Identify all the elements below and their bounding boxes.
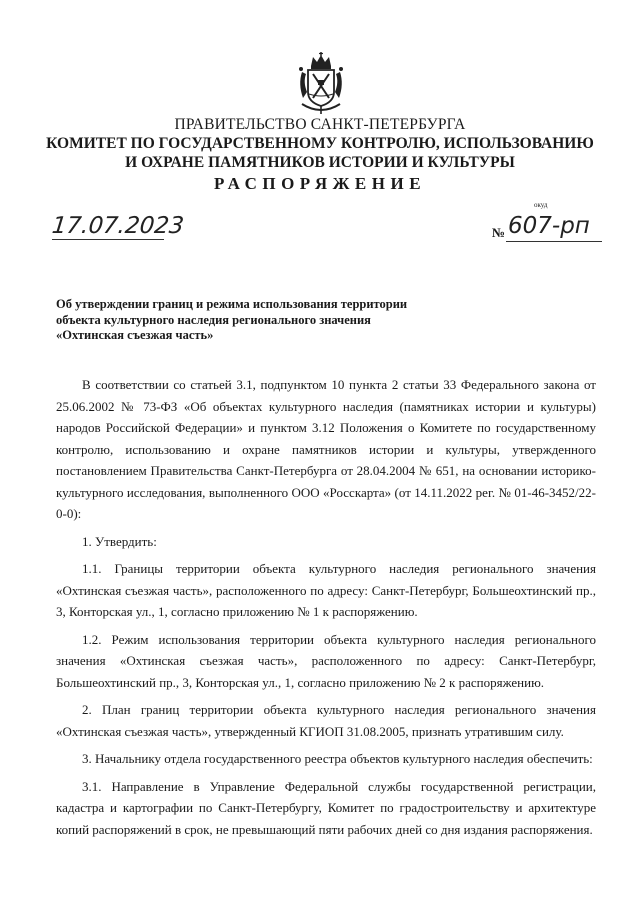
- coat-of-arms-icon: [294, 52, 348, 118]
- document-type: РАСПОРЯЖЕНИЕ: [213, 174, 427, 193]
- paragraph-1-1: 1.1. Границы территории объекта культурного наследия регионального значения «Охтинская съезжая часть», расположенного по адресу: Санкт-Петербург, Большеохтинский пр., 3, Конторская ул., 1, согласно приложению № 1 к распоряжению.: [56, 561, 596, 619]
- document-number: 607-рп: [508, 213, 590, 239]
- paragraph-2: 2. План границ территории объекта культурного наследия регионального значения «Охтинская съезжая часть», утвержденный КГИОП 31.08.2005, признать утратившим силу.: [56, 702, 596, 739]
- committee-title: [0, 134, 640, 172]
- subject-line2: объекта культурного наследия регионального значения: [56, 312, 371, 327]
- document-subject: [56, 297, 536, 344]
- paragraph-1-2: 1.2. Режим использования территории объекта культурного наследия регионального значения «Охтинская съезжая часть», расположенного по адресу: Санкт-Петербург, Большеохтинский пр., 3, Конторская ул., 1, согласно приложению № 2 к распоряжению.: [56, 631, 596, 690]
- paragraph-3-1: 3.1. Направление в Управление Федеральной службы государственной регистрации, кадастра и картографии по Санкт-Петербургу, Комитет по градостроительству и архитектуре копий распоряжений в срок, не превышающий пяти рабочих дней со дня издания распоряжения.: [56, 778, 596, 837]
- okud-label: окуд: [534, 201, 548, 209]
- document-date: 17.07.2023: [50, 213, 186, 239]
- date-underline: [52, 239, 164, 240]
- number-label: №: [492, 225, 506, 240]
- government-title: ПРАВИТЕЛЬСТВО САНКТ-ПЕТЕРБУРГА: [174, 116, 466, 133]
- paragraph-preamble: В соответствии со статьей 3.1, подпунктом 10 пункта 2 статьи 33 Федерального закона от 25.06.2002 № 73-ФЗ «Об объектах культурного наследия (памятниках истории и культуры) народов Российской Федерации» и пунктом 3.12 Положения о Комитете по государственному контролю, использованию и охране памятников истории и культуры, утвержденного постановлением Правительства Санкт-Петербурга от 28.04.2004 № 651, на основании историко-культурного исследования, выполненного ООО «Росскарта» (от 14.11.2022 рег. № 01-46-3452/22-0-0):: [56, 377, 596, 521]
- paragraph-3: 3. Начальнику отдела государственного реестра объектов культурного наследия обеспечить:: [82, 751, 593, 766]
- subject-line3: «Охтинская съезжая часть»: [56, 328, 214, 342]
- subject-line1: Об утверждении границ и режима использования территории: [56, 297, 408, 311]
- number-underline: [506, 241, 602, 242]
- paragraph-1: 1. Утвердить:: [82, 533, 157, 549]
- committee-title-line1: КОМИТЕТ ПО ГОСУДАРСТВЕННОМУ КОНТРОЛЮ, ИСПОЛЬЗОВАНИЮ: [46, 135, 594, 152]
- committee-title-line2: И ОХРАНЕ ПАМЯТНИКОВ ИСТОРИИ И КУЛЬТУРЫ: [125, 154, 515, 171]
- document-body: [56, 374, 596, 846]
